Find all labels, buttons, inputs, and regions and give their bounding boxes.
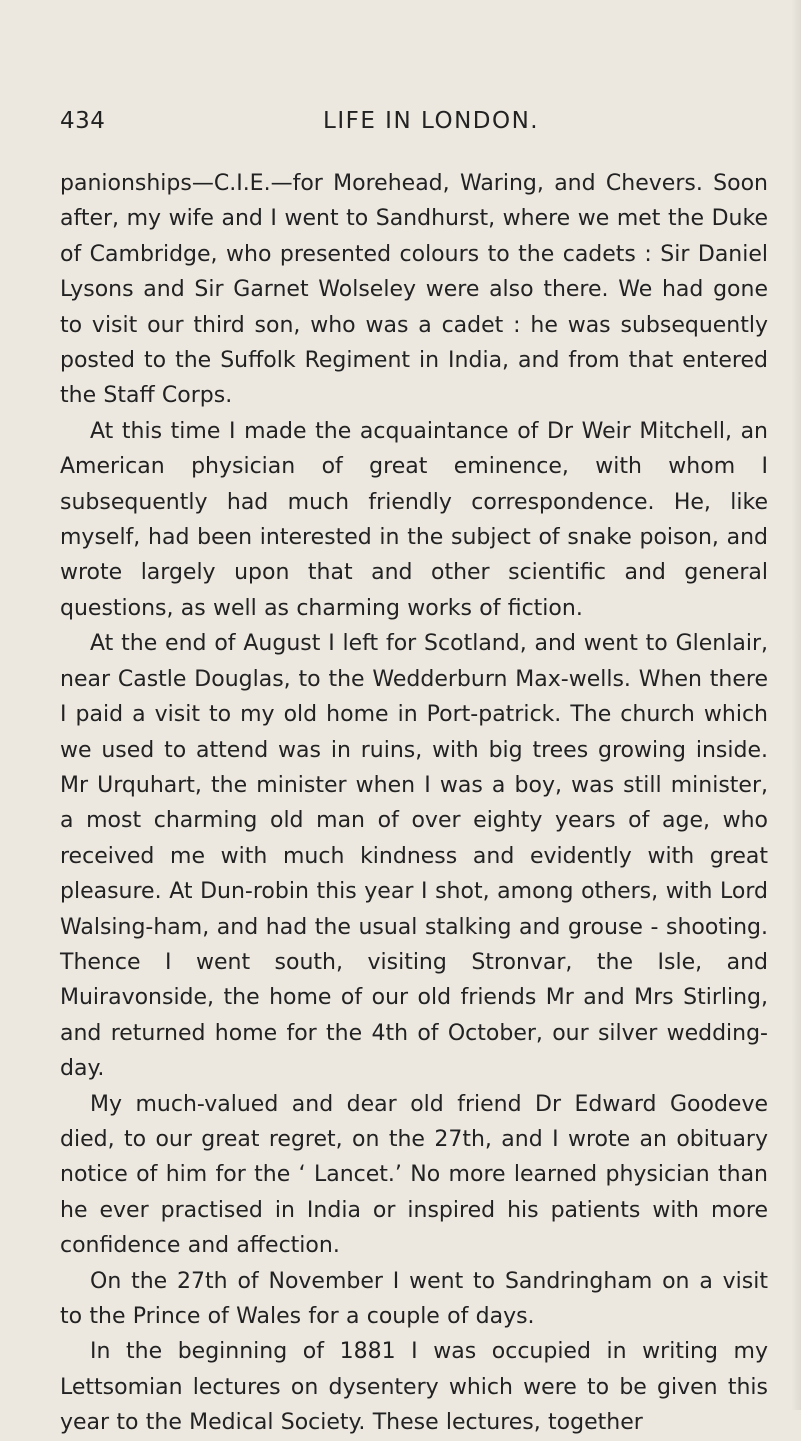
page-edge-shadow bbox=[791, 0, 801, 1410]
paragraph-3: At the end of August I left for Scotland, and went to Glenlair, near Castle Douglas, to the Wedderburn Max-wells. When there I paid a visit to my old home in Port-patrick. The church which we used to attend was in ruins, with big trees growing inside. Mr Urquhart, the minister when I was a boy, was still minister, a most charming old man of over eighty years of age, who received me with much kindness and evidently with great pleasure. At Dun-robin this year I shot, among others, with Lord Walsing-ham, and had the usual stalking and grouse - shooting. Thence I went south, visiting Stronvar, the Isle, and Muiravonside, the home of our old friends Mr and Mrs Stirling, and returned home for the 4th of October, our silver wedding-day. bbox=[60, 631, 768, 1082]
body-text bbox=[60, 166, 768, 1441]
paragraph-2: At this time I made the acquaintance of Dr Weir Mitchell, an American physician of great eminence, with whom I subsequently had much friendly correspondence. He, like myself, had been interested in the subject of snake poison, and wrote largely upon that and other scientific and general questions, as well as charming works of fiction. bbox=[60, 418, 768, 621]
paragraph-4: My much-valued and dear old friend Dr Edward Goodeve died, to our great regret, on the 27th, and I wrote an obituary notice of him for the ‘ Lancet.’ No more learned physician than he ever practised in India or inspired his patients with more confidence and affection. bbox=[60, 1091, 768, 1259]
paragraph-5: On the 27th of November I went to Sandringham on a visit to the Prince of Wales for a couple of days. bbox=[60, 1268, 768, 1329]
page-number: 434 bbox=[60, 108, 106, 134]
running-title: LIFE IN LONDON. bbox=[323, 108, 540, 134]
running-head bbox=[60, 108, 760, 152]
paragraph-6: In the beginning of 1881 I was occupied in writing my Lettsomian lectures on dysentery which were to be given this year to the Medical Society. These lectures, together bbox=[60, 1339, 768, 1436]
paragraph-1: panionships—C.I.E.—for Morehead, Waring, and Chevers. Soon after, my wife and I went to Sandhurst, where we met the Duke of Cambridge, who presented colours to the cadets : Sir Daniel Lysons and Sir Garnet Wolseley were also there. We had gone to visit our third son, who was a cadet : he was subsequently posted to the Suffolk Regiment in India, and from that entered the Staff Corps. bbox=[60, 171, 768, 409]
